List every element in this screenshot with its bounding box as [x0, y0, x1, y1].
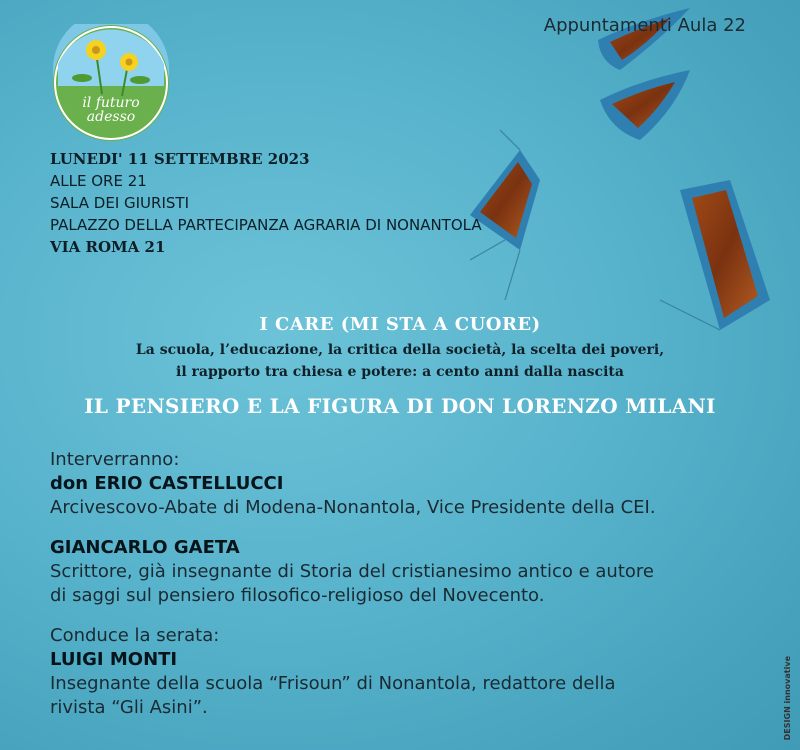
event-building: PALAZZO DELLA PARTECIPANZA AGRARIA DI NONANTOLA: [50, 216, 482, 234]
talk-headline: IL PENSIERO E LA FIGURA DI DON LORENZO MILANI: [84, 394, 716, 418]
speakers-section: [50, 448, 656, 720]
speaker1-role: Arcivescovo-Abate di Modena-Nonantola, Vice Presidente della CEI.: [50, 497, 656, 518]
header-title: Appuntamenti Aula 22: [543, 15, 746, 36]
speakers-intro: Interverranno:: [50, 449, 180, 470]
speaker2-name: GIANCARLO GAETA: [50, 537, 240, 558]
logo: [52, 24, 170, 142]
talk-subtitle-line1: La scuola, l’educazione, la critica della società, la scelta dei poveri,: [135, 342, 665, 358]
event-address: VIA ROMA 21: [50, 238, 166, 256]
speaker1-name: don ERIO CASTELLUCCI: [50, 473, 284, 494]
talk-subtitle-line2: il rapporto tra chiesa e potere: a cento anni dalla nascita: [176, 364, 624, 380]
moderator-name: LUIGI MONTI: [50, 649, 178, 670]
speaker2-role-line2: di saggi sul pensiero filosofico-religioso del Novecento.: [50, 585, 545, 606]
event-details: [50, 148, 482, 258]
event-time: ALLE ORE 21: [50, 172, 147, 190]
event-date: LUNEDI' 11 SETTEMBRE 2023: [50, 150, 310, 168]
moderator-role-line1: Insegnante della scuola “Frisoun” di Nonantola, redattore della: [50, 673, 616, 694]
logo-text-line2: adesso: [86, 109, 136, 125]
moderator-role-line2: rivista “Gli Asini”.: [50, 697, 208, 718]
event-room: SALA DEI GIURISTI: [50, 194, 189, 212]
design-credit: DESIGN innovative: [783, 655, 792, 740]
moderator-intro: Conduce la serata:: [50, 625, 220, 646]
speaker2-role-line1: Scrittore, già insegnante di Storia del cristianesimo antico e autore: [50, 561, 654, 582]
logo-text-line1: il futuro: [82, 95, 140, 111]
talk-title: I CARE (MI STA A CUORE): [259, 314, 541, 335]
